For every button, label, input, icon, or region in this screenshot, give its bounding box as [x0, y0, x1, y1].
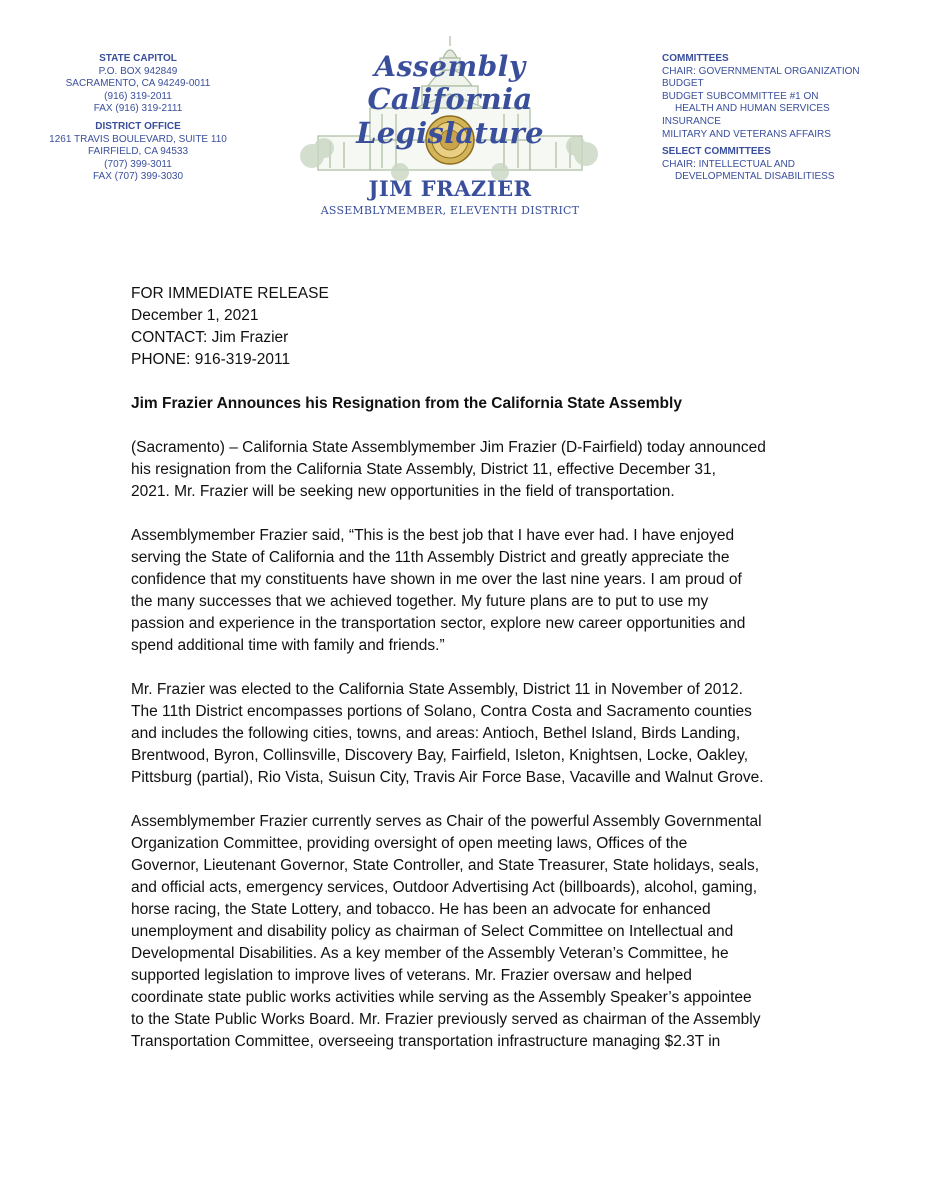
text-line: Assemblymember Frazier currently serves as Chair of the powerful Assembly Governmental — [131, 813, 762, 830]
office-addresses — [40, 53, 236, 184]
text-line: Assemblymember Frazier said, “This is the best job that I have ever had. I have enjoyed — [131, 527, 735, 544]
fax-line: FAX (707) 399-3030 — [92, 171, 184, 183]
select-committee-item: DEVELOPMENTAL DISABILITIESS — [675, 171, 835, 183]
select-committee-item: CHAIR: INTELLECTUAL AND — [662, 158, 795, 170]
committee-item: MILITARY AND VETERANS AFFAIRS — [662, 128, 831, 140]
fax-line: FAX (916) 319-2111 — [93, 103, 183, 115]
address-line: 1261 TRAVIS BOULEVARD, SUITE 110 — [49, 133, 227, 145]
text-line: to the State Public Works Board. Mr. Frazier previously served as chairman of the Assembly — [131, 1011, 761, 1028]
text-line: supported legislation to improve lives of veterans. Mr. Frazier oversaw and helped — [131, 967, 692, 984]
paragraph-district — [131, 679, 831, 789]
text-line: confidence that my constituents have shown in me over the last nine years. I am proud of — [131, 571, 742, 588]
text-line: Mr. Frazier was elected to the California State Assembly, District 11 in November of 2012. — [131, 681, 743, 698]
committee-item: CHAIR: GOVERNMENTAL ORGANIZATION — [662, 65, 860, 77]
text-line: Developmental Disabilities. As a key member of the Assembly Veteran’s Committee, he — [131, 945, 729, 962]
district-office-heading: DISTRICT OFFICE — [95, 120, 181, 132]
committee-item: INSURANCE — [662, 115, 721, 127]
text-line: 2021. Mr. Frazier will be seeking new opportunities in the field of transportation. — [131, 483, 675, 500]
committee-item: BUDGET SUBCOMMITTEE #1 ON — [662, 90, 819, 102]
text-line: The 11th District encompasses portions of Solano, Contra Costa and Sacramento counties — [131, 703, 752, 720]
address-line: SACRAMENTO, CA 94249-0011 — [65, 78, 211, 90]
press-release-body — [131, 283, 831, 1053]
paragraph-quote — [131, 525, 831, 657]
address-line: FAIRFIELD, CA 94533 — [87, 146, 189, 158]
state-capitol-heading: STATE CAPITOL — [99, 53, 177, 64]
text-line: his resignation from the California State Assembly, District 11, effective December 31, — [131, 461, 716, 478]
text-line: Pittsburg (partial), Rio Vista, Suisun City, Travis Air Force Base, Vacaville and Walnut Grove. — [131, 769, 764, 786]
committee-item: BUDGET — [662, 78, 704, 90]
text-line: unemployment and disability policy as chairman of Select Committee on Intellectual and — [131, 923, 734, 940]
release-date: December 1, 2021 — [131, 307, 259, 324]
text-line: Transportation Committee, overseeing transportation infrastructure managing $2.3T in — [131, 1033, 721, 1050]
headline: Jim Frazier Announces his Resignation from the California State Assembly — [131, 395, 682, 412]
assembly-title: Assembly — [374, 50, 526, 83]
text-line: serving the State of California and the 11th Assembly District and greatly appreciate the — [131, 549, 730, 566]
committee-list — [662, 53, 912, 184]
text-line: Brentwood, Byron, Collinsville, Discovery Bay, Fairfield, Isleton, Knightsen, Locke, Oakley, — [131, 747, 749, 764]
text-line: the many successes that we achieved together. My future plans are to put to use my — [131, 593, 709, 610]
text-line: coordinate state public works activities while serving as the Assembly Speaker’s appointee — [131, 989, 752, 1006]
district-office-address — [40, 134, 236, 184]
text-line: and includes the following cities, towns, and areas: Antioch, Bethel Island, Birds Landing, — [131, 725, 741, 742]
paragraph-service — [131, 811, 831, 1053]
text-line: passion and experience in the transportation sector, explore new career opportunities and — [131, 615, 746, 632]
phone-line: (916) 319-2011 — [104, 90, 172, 102]
release-contact: CONTACT: Jim Frazier — [131, 329, 289, 346]
text-line: Organization Committee, providing oversight of open meeting laws, Offices of the — [131, 835, 688, 852]
text-line: horse racing, the State Lottery, and tobacco. He has been an advocate for enhanced — [131, 901, 711, 918]
release-header — [131, 283, 831, 371]
text-line: and official acts, emergency services, Outdoor Advertising Act (billboards), alcohol, gaming, — [131, 879, 758, 896]
committee-item: HEALTH AND HUMAN SERVICES — [675, 103, 830, 115]
member-name: JIM FRAZIER — [368, 176, 532, 201]
letterhead — [0, 0, 928, 240]
text-line: (Sacramento) – California State Assemblymember Jim Frazier (D-Fairfield) today announced — [131, 439, 766, 456]
paragraph-announcement — [131, 437, 831, 503]
release-phone: PHONE: 916-319-2011 — [131, 351, 291, 368]
select-committees-heading: SELECT COMMITTEES — [662, 146, 771, 158]
assembly-crest — [300, 28, 600, 228]
member-title: ASSEMBLYMEMBER, ELEVENTH DISTRICT — [320, 204, 580, 217]
text-line: spend additional time with family and friends.” — [131, 637, 445, 654]
state-capitol-address — [40, 66, 236, 116]
phone-line: (707) 399-3011 — [104, 158, 172, 170]
release-label: FOR IMMEDIATE RELEASE — [131, 285, 329, 302]
address-line: P.O. BOX 942849 — [98, 65, 178, 77]
text-line: Governor, Lieutenant Governor, State Controller, and State Treasurer, State holidays, seals, — [131, 857, 760, 874]
legislature-title: California Legislature — [356, 82, 544, 150]
committees-heading: COMMITTEES — [662, 53, 729, 64]
